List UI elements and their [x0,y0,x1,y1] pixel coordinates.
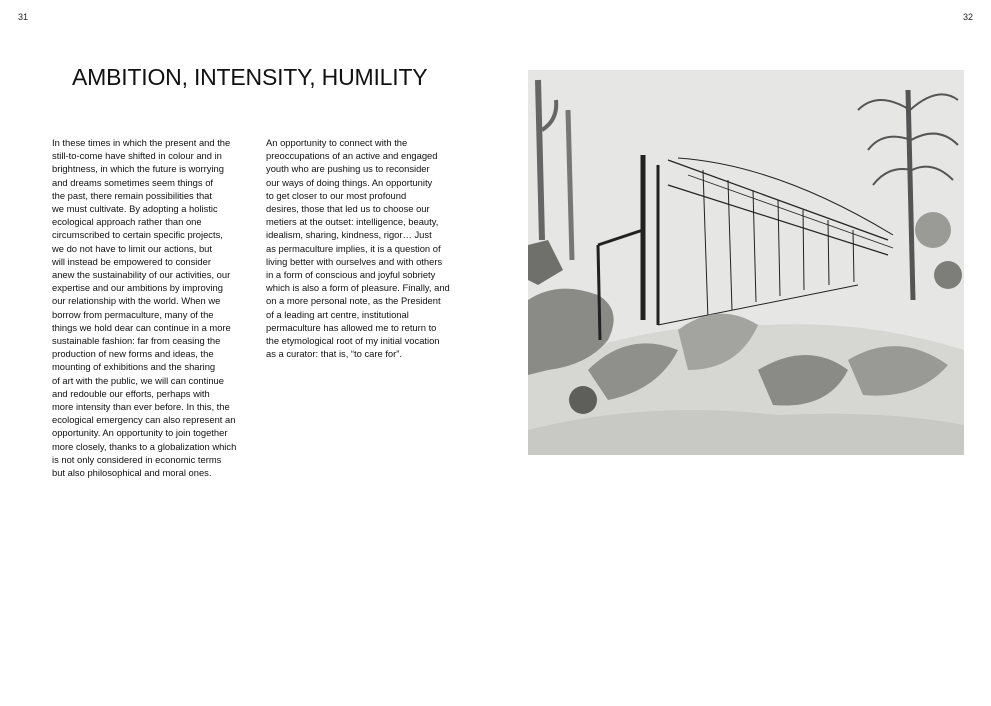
page-number-left: 31 [18,12,29,22]
body-column-2: An opportunity to connect with the preoccupations of an active and engaged youth who are pushing us to reconsider our ways of doing things. An opportunity to get closer to our most profound desires, those that led us to choose our metiers at the outset: intelligence, beauty, idealism, sharing, kindness, rigor… Just as permaculture implies, it is a question of living better with ourselves and with others in a form of conscious and joyful sobriety which is also a form of pleasure. Finally, and on a more personal note, as the President of a leading art centre, institutional permaculture has allowed me to return to the etymological root of my initial vocation as a curator: that is, “to care for”. [266,137,450,360]
page-title: AMBITION, INTENSITY, HUMILITY [72,64,428,90]
illustration-drawing [528,70,964,455]
greenhouse-illustration [528,70,964,455]
body-column-1: In these times in which the present and the still-to-come have shifted in colour and in brightness, in which the future is worrying and dreams sometimes seem things of the past, there remain possibilities that we must cultivate. By adopting a holistic ecological approach rather than one circumscribed to certain specific projects, we do not have to limit our actions, but will instead be empowered to consider anew the sustainability of our activities, our expertise and our ambitions by improving our relationship with the world. When we borrow from permaculture, many of the things we hold dear can continue in a more sustainable fashion: far from ceasing the production of new forms and ideas, the mounting of exhibitions and the sharing of art with the public, we will can continue and redouble our efforts, perhaps with more intensity than ever before. In this, the ecological emergency can also represent an opportunity. An opportunity to join together more closely, thanks to a globalization which is not only considered in economic terms but also philosophical and moral ones. [52,137,237,479]
page-number-right: 32 [962,12,973,22]
